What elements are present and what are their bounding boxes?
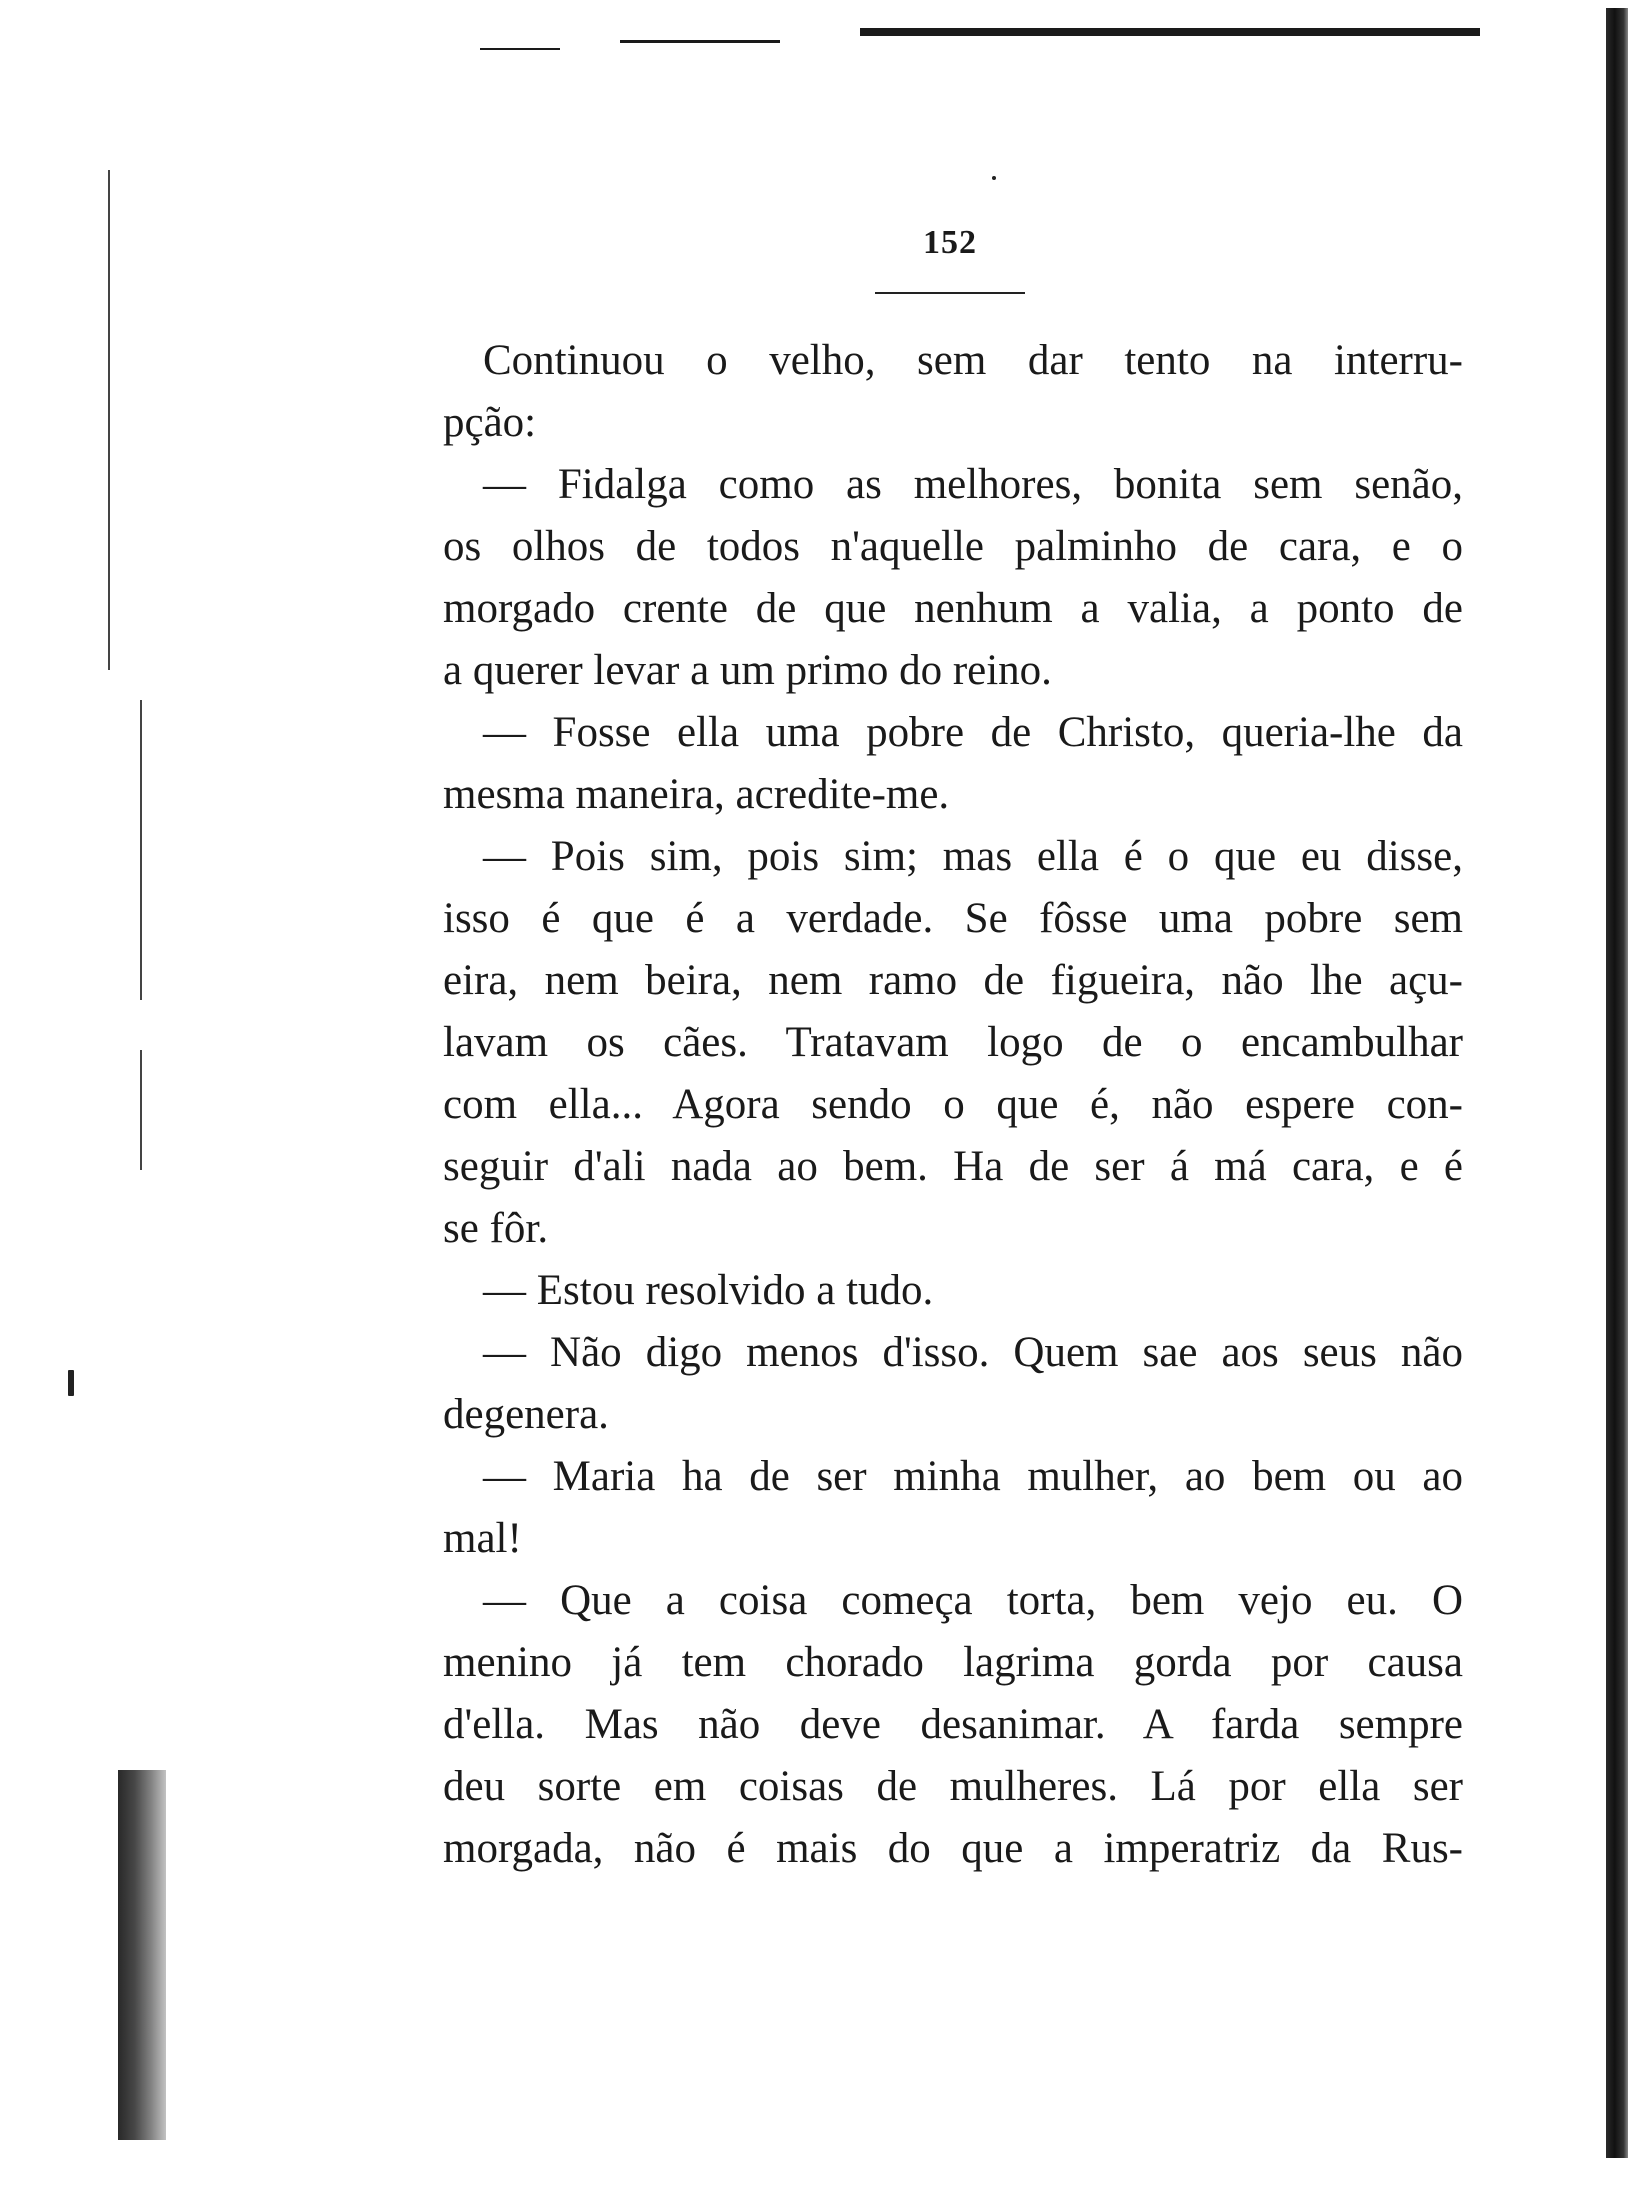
scan-top-mark [620, 40, 780, 43]
scan-top-mark [860, 28, 1480, 36]
text-line: — Que a coisa começa torta, bem vejo eu. O [483, 1577, 1463, 1624]
text-line: morgado crente de que nenhum a valia, a ponto de [443, 585, 1463, 632]
text-line: isso é que é a verdade. Se fôsse uma pobre sem [443, 895, 1463, 942]
page-number: 152 [923, 224, 977, 261]
text-line: — Pois sim, pois sim; mas ella é o que eu disse, [483, 833, 1463, 880]
text-line: com ella... Agora sendo o que é, não espere con- [443, 1081, 1463, 1128]
text-line: menino já tem chorado lagrima gorda por causa [443, 1639, 1463, 1686]
text-line: — Maria ha de ser minha mulher, ao bem ou ao [483, 1453, 1463, 1500]
text-line: — Não digo menos d'isso. Quem sae aos seus não [483, 1329, 1463, 1376]
text-line: — Fosse ella uma pobre de Christo, queria-lhe da [483, 709, 1463, 756]
text-line: mal! [443, 1515, 522, 1562]
text-line: degenera. [443, 1391, 609, 1438]
text-line: lavam os cães. Tratavam logo de o encambulhar [443, 1019, 1463, 1066]
text-line: — Fidalga como as melhores, bonita sem senão, [483, 461, 1463, 508]
scan-left-mark [108, 170, 110, 670]
text-line: deu sorte em coisas de mulheres. Lá por ella ser [443, 1763, 1463, 1810]
scan-top-mark [480, 48, 560, 50]
scan-speck [992, 176, 996, 180]
text-line: os olhos de todos n'aquelle palminho de cara, e o [443, 523, 1463, 570]
text-line: morgada, não é mais do que a imperatriz da Rus- [443, 1825, 1463, 1872]
body-text [443, 330, 1463, 1880]
scan-left-shadow [118, 1770, 166, 2140]
text-line: se fôr. [443, 1205, 549, 1252]
scan-left-mark [140, 700, 142, 1000]
scan-left-mark [140, 1050, 142, 1170]
text-line: mesma maneira, acredite-me. [443, 771, 950, 818]
text-line: seguir d'ali nada ao bem. Ha de ser á má cara, e é [443, 1143, 1463, 1190]
text-line: d'ella. Mas não deve desanimar. A farda sempre [443, 1701, 1463, 1748]
text-line: a querer levar a um primo do reino. [443, 647, 1052, 694]
text-line: eira, nem beira, nem ramo de figueira, não lhe açu- [443, 957, 1463, 1004]
text-line: pção: [443, 399, 537, 446]
header-rule [875, 292, 1025, 294]
text-line: Continuou o velho, sem dar tento na interru- [483, 337, 1463, 384]
text-line: — Estou resolvido a tudo. [483, 1267, 934, 1314]
scan-speck [68, 1370, 74, 1396]
scan-shadow-right-edge [1606, 8, 1628, 2158]
